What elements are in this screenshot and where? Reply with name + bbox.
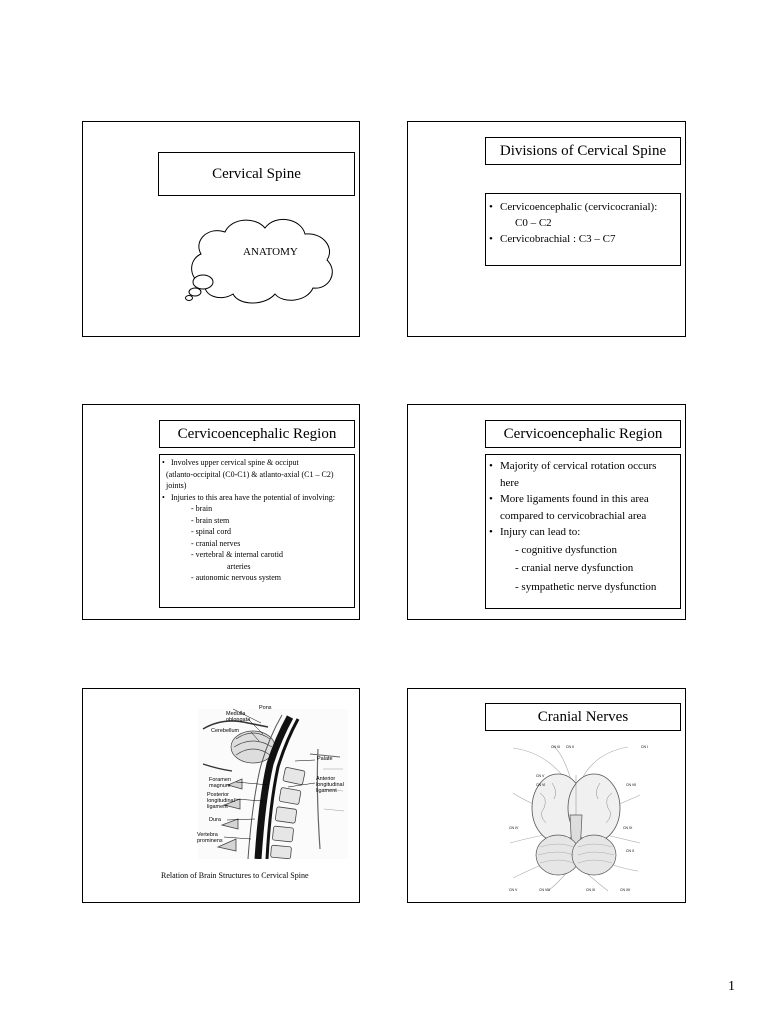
cranial-nerve-label: CN I: [641, 745, 648, 749]
figure-label-foramen: Foramen magnum: [209, 777, 232, 789]
brain-inferior-view-illustration: [508, 743, 643, 893]
slide-3-bullet-list: [162, 457, 351, 503]
cranial-nerve-label: CN V: [536, 774, 545, 778]
slide-4-bullet-2: • More ligaments found in this area compared to cervicobrachial area: [489, 491, 677, 524]
figure-label-vertebra: Vertebra prominens: [197, 832, 223, 844]
cranial-nerve-label: CN V: [509, 888, 518, 892]
cranial-nerve-label: CN IX: [623, 826, 633, 830]
cranial-nerve-label: CN VIII: [539, 888, 551, 892]
slide-2: [407, 121, 686, 337]
slide-2-title: Divisions of Cervical Spine: [499, 142, 667, 159]
slide-3-bullet-2: • Injuries to this area have the potential of involving:: [162, 492, 351, 504]
slide-3-sub-item: - cranial nerves: [191, 538, 241, 548]
cranial-nerve-label: CN II: [566, 745, 574, 749]
slide-6-title: Cranial Nerves: [537, 708, 629, 725]
slide-3-sub-list: [162, 503, 351, 584]
slide-3-title-box: [159, 420, 355, 448]
figure-label-palate: Palate: [317, 756, 333, 762]
cranial-nerve-label: CN XII: [620, 888, 631, 892]
slide-3-sub-item: - autonomic nervous system: [191, 573, 281, 582]
slide-4: [407, 404, 686, 620]
slide-6: [407, 688, 686, 903]
slide-4-sub-item: - cranial nerve dysfunction: [515, 562, 634, 574]
figure-label-dura: Dura: [209, 817, 221, 823]
page-number: 1: [728, 979, 735, 994]
slide-3-sub-item: - vertebral & internal carotid: [191, 550, 283, 559]
slide-3-sub-item: - brain stem: [191, 515, 230, 525]
slide-3-sub-item: - brain: [191, 504, 213, 513]
slide-6-title-box: [485, 703, 681, 731]
figure-label-medulla: Medulla oblongata: [226, 711, 251, 723]
slide-2-bullet-list: [489, 199, 677, 247]
figure-label-pons: Pons: [259, 705, 272, 711]
slide-3-sub-item: - spinal cord: [191, 527, 231, 536]
slide-4-bullet-1: • Majority of cervical rotation occurs here: [489, 458, 677, 491]
slide-2-bullet-2: • Cervicobrachial : C3 – C7: [489, 231, 677, 247]
figure-label-anterior: Anterior longitudinal ligament: [316, 776, 344, 794]
slide-4-sub-list: [489, 541, 677, 597]
slide-2-bullet-1-cont: C0 – C2: [515, 217, 552, 229]
figure-label-posterior: Posterior longitudinal ligament: [207, 792, 235, 810]
cloud-text: ANATOMY: [243, 246, 298, 258]
cranial-nerve-label: CN IV: [509, 826, 519, 830]
slide-4-bullet-3: • Injury can lead to:: [489, 524, 677, 541]
slide-5-caption: Relation of Brain Structures to Cervical Spine: [161, 871, 309, 880]
slide-1-title: Cervical Spine: [212, 165, 301, 182]
cranial-nerve-label: CN X: [626, 849, 635, 853]
slide-3: [82, 404, 360, 620]
slide-3-body-box: [159, 454, 355, 608]
slide-3-bullet-1-cont: (atlanto-occipital (C0-C1) & atlanto-axial (C1 – C2) joints): [166, 469, 334, 490]
slide-2-body-box: [485, 193, 681, 266]
slide-1: [82, 121, 360, 337]
slide-4-title-box: [485, 420, 681, 448]
thought-cloud-icon: [183, 210, 343, 320]
slide-2-title-box: [485, 137, 681, 165]
slide-3-bullet-1: • Involves upper cervical spine & occiput (atlanto-occipital (C0-C1) & atlanto-axial (C1 – C2) joints): [162, 457, 351, 492]
slide-4-body-box: [485, 454, 681, 609]
slide-4-title: Cervicoencephalic Region: [503, 425, 663, 442]
cranial-nerve-label: CN VI: [536, 783, 546, 787]
cranial-nerve-label: CN XI: [586, 888, 596, 892]
slide-5: [82, 688, 360, 903]
slide-2-bullet-1: • Cervicoencephalic (cervicocranial): C0 – C2: [489, 199, 677, 231]
slide-3-sub-item: arteries: [227, 561, 251, 571]
slide-4-bullet-list: [489, 458, 677, 541]
slide-4-sub-item: - cognitive dysfunction: [515, 543, 618, 556]
cranial-nerve-label: CN VII: [626, 783, 637, 787]
slide-3-title: Cervicoencephalic Region: [177, 425, 337, 442]
cranial-nerve-label: CN III: [551, 745, 560, 749]
figure-label-cerebellum: Cerebellum: [211, 728, 240, 734]
slide-4-sub-item: - sympathetic nerve dysfunction: [515, 580, 657, 593]
slide-1-title-box: [158, 152, 355, 196]
